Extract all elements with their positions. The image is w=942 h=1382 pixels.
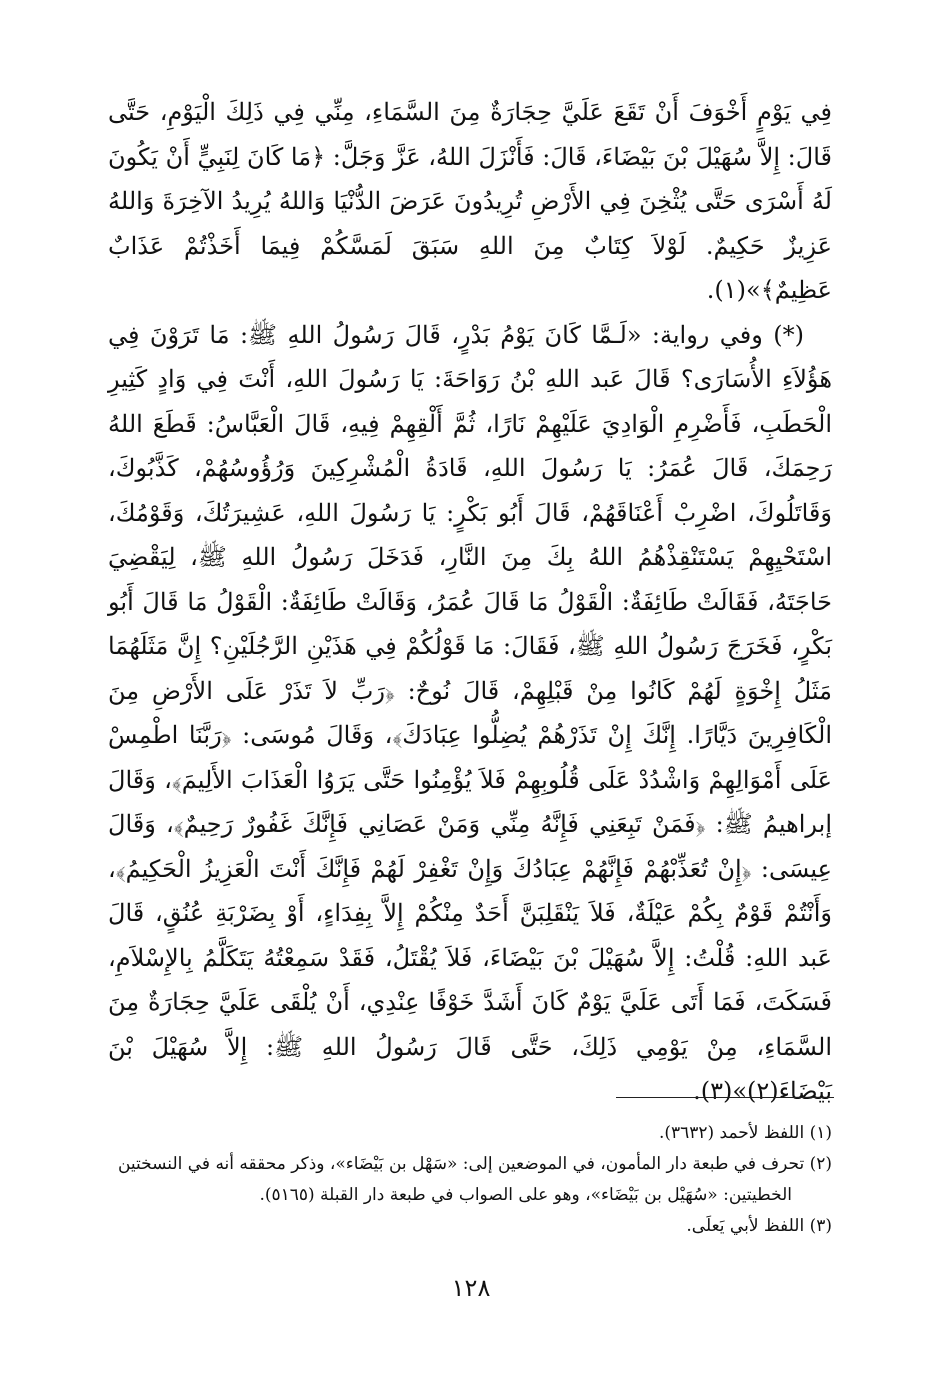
- main-text: [108, 90, 832, 1114]
- footnote: (٢) تحرف في طبعة دار المأمون، في الموضعين إلى: «سَهْل بن بَيْضَاء»، وذكر محققه أنه في النسختين: [117, 1154, 832, 1174]
- footnote-continuation: الخطيتين: «سُهَيْل بن بَيْضَاء»، وهو على الصواب في طبعة دار القبلة (٥١٦٥).: [259, 1185, 792, 1205]
- footnote: (١) اللفظ لأحمد (٣٦٣٢).: [658, 1123, 832, 1143]
- footnote: (٣) اللفظ لأبي يَعلَى.: [686, 1216, 832, 1236]
- footnote-separator: [616, 1097, 834, 1098]
- page-number: ١٢٨: [451, 1274, 491, 1302]
- body-paragraph: فِي يَوْمٍ أَخْوَفَ أَنْ تَقَعَ عَلَيَّ حِجَارَةٌ مِنَ السَّمَاءِ، مِنِّي فِي ذَلِكَ الْيَوْمِ، حَتَّى قَالَ: إِلاَّ سُهَيْلَ بْنَ بَيْضَاءَ، قَالَ: فَأَنْزَلَ اللهُ، عَزَّ وَجَلَّ: ﴿مَا كَانَ لِنَبِيٍّ أَنْ يَكُونَ لَهُ أَسْرَى حَتَّى يُثْخِنَ فِي الأَرْضِ تُرِيدُونَ عَرَضَ الدُّنْيَا وَاللهُ يُرِيدُ الآخِرَةَ وَاللهُ عَزِيزٌ حَكِيمٌ. لَوْلاَ كِتَابٌ مِنَ اللهِ سَبَقَ لَمَسَّكُمْ فِيمَا أَخَذْتُمْ عَذَابٌ عَظِيمٌ﴾»(١).: [108, 98, 833, 304]
- body-paragraph: (*) وفي رواية: «لَـمَّا كَانَ يَوْمُ بَدْرٍ، قَالَ رَسُولُ اللهِ ﷺ: مَا تَرَوْنَ فِي هَؤُلاَءِ الأُسَارَى؟ قَالَ عَبد اللهِ بْنُ رَوَاحَةَ: يَا رَسُولَ اللهِ، أَنْتَ فِي وَادٍ كَثِيرِ الْحَطَبِ، فَأَضْرِمِ الْوَادِيَ عَلَيْهِمْ نَارًا، ثُمَّ أَلْقِهِمْ فِيهِ، قَالَ الْعَبَّاسُ: قَطَعَ اللهُ رَحِمَكَ، قَالَ عُمَرُ: يَا رَسُولَ اللهِ، قَادَةُ الْمُشْرِكِينَ وَرُؤُوسُهُمْ، كَذَّبُوكَ، وَقَاتَلُوكَ، اضْرِبْ أَعْنَاقَهُمْ، قَالَ أَبُو بَكْرٍ: يَا رَسُولَ اللهِ، عَشِيرَتُكَ، وَقَوْمُكَ، اسْتَحْيِهِمْ يَسْتَنْقِذْهُمُ اللهُ بِكَ مِنَ النَّارِ، فَدَخَلَ رَسُولُ اللهِ ﷺ، لِيَقْضِيَ حَاجَتَهُ، فَقَالَتْ طَائِفَةٌ: الْقَوْلُ مَا قَالَ عُمَرُ، وَقَالَتْ طَائِفَةٌ: الْقَوْلُ مَا قَالَ أَبُو بَكْرٍ، فَخَرَجَ رَسُولُ اللهِ ﷺ، فَقَالَ: مَا قَوْلُكُمْ فِي هَذَيْنِ الرَّجُلَيْنِ؟ إِنَّ مَثَلَهُمَا مَثَلُ إِخْوَةٍ لَهُمْ كَانُوا مِنْ قَبْلِهِمْ، قَالَ نُوحٌ: ﴿رَبِّ لاَ تَذَرْ عَلَى الأَرْضِ مِنَ الْكَافِرِينَ دَيَّارًا. إِنَّكَ إِنْ تَذَرْهُمْ يُضِلُّوا عِبَادَكَ﴾، وَقَالَ مُوسَى: ﴿رَبَّنَا اطْمِسْ عَلَى أَمْوَالِهِمْ وَاشْدُدْ عَلَى قُلُوبِهِمْ فَلاَ يُؤْمِنُوا حَتَّى يَرَوُا الْعَذَابَ الأَلِيمَ﴾، وَقَالَ إبراهيمُ ﷺ: ﴿فَمَنْ تَبِعَنِي فَإِنَّهُ مِنِّي وَمَنْ عَصَانِي فَإِنَّكَ غَفُورٌ رَحِيمٌ﴾، وَقَالَ عِيسَى: ﴿إِنْ تُعَذِّبْهُمْ فَإِنَّهُمْ عِبَادُكَ وَإِنْ تَغْفِرْ لَهُمْ فَإِنَّكَ أَنْتَ الْعَزِيزُ الْحَكِيمُ﴾، وَأَنْتُمْ قَوْمٌ بِكُمْ عَيْلَةٌ، فَلاَ يَنْقَلِبَنَّ أَحَدٌ مِنْكُمْ إِلاَّ بِفِدَاءٍ، أَوْ بِضَرْبَةِ عُنُقٍ، قَالَ عَبد اللهِ: قُلْتُ: إِلاَّ سُهَيْلَ بْنَ بَيْضَاءَ، فَلاَ يُقْتَلُ، فَقَدْ سَمِعْتُهُ يَتَكَلَّمُ بِالإِسْلاَمِ، فَسَكَتَ، فَمَا أَتَى عَلَيَّ يَوْمٌ كَانَ أَشَدَّ خَوْفًا عِنْدِي، أَنْ يُلْقَى عَلَيَّ حِجَارَةٌ مِنَ السَّمَاءِ، مِنْ يَوْمِي ذَلِكَ، حَتَّى قَالَ رَسُولُ اللهِ ﷺ: إِلاَّ سُهَيْلَ بْنَ بَيْضَاءَ(٢)»(٣).: [108, 320, 833, 1105]
- footnotes: [108, 1118, 832, 1242]
